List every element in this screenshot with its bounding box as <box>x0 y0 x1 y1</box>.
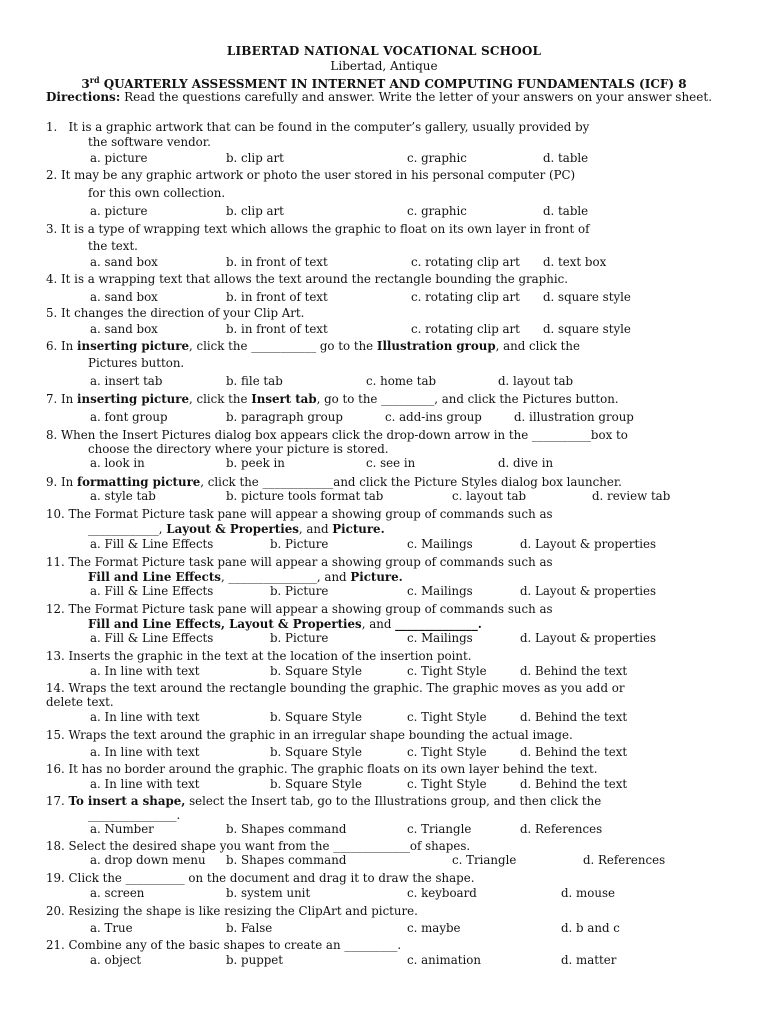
choice-c: c. Tight Style <box>407 664 487 678</box>
question-number: 11. <box>46 555 65 569</box>
question-text: , and click the <box>495 339 580 353</box>
choice-a: a. Fill & Line Effects <box>90 631 214 645</box>
choice-b: b. picture tools format tab <box>226 489 384 503</box>
question-number: 13. <box>46 649 65 663</box>
question-4 <box>46 272 736 288</box>
choice-b: b. system unit <box>226 886 311 900</box>
choice-b: b. file tab <box>226 374 283 388</box>
question-number: 17. <box>46 794 65 808</box>
question-number: 9. <box>46 475 58 489</box>
question-text: Wraps the text around the graphic in an irregular shape bounding the actual image. <box>68 728 573 742</box>
choices-13 <box>0 664 768 679</box>
exam-title-text: QUARTERLY ASSESSMENT IN INTERNET AND COMPUTING FUNDAMENTALS (ICF) 8 <box>99 77 687 91</box>
question-2 <box>46 168 736 184</box>
question-number: 7. <box>46 392 58 406</box>
question-3-cont: the text. <box>88 239 138 253</box>
question-number: 1. <box>46 120 58 134</box>
choices-6 <box>0 374 768 389</box>
question-text: , click the ___________ go to the <box>188 339 377 353</box>
choice-b: b. clip art <box>226 151 284 165</box>
question-number: 4. <box>46 272 58 286</box>
choice-b: b. Square Style <box>270 664 362 678</box>
question-13 <box>46 649 736 665</box>
question-7 <box>46 392 736 408</box>
choice-a: a. drop down menu <box>90 853 206 867</box>
choice-d: d. table <box>543 151 589 165</box>
question-bold: Picture. <box>332 522 385 536</box>
choice-a: a. In line with text <box>90 664 200 678</box>
choice-d: d. mouse <box>561 886 615 900</box>
choice-c: c. graphic <box>407 151 467 165</box>
question-number: 8. <box>46 428 58 442</box>
choice-b: b. False <box>226 921 273 935</box>
choices-2 <box>0 204 768 219</box>
choice-a: a. insert tab <box>90 374 163 388</box>
choice-b: b. Picture <box>270 631 329 645</box>
question-number: 3. <box>46 222 58 236</box>
choice-c: c. rotating clip art <box>411 322 520 336</box>
directions <box>46 89 736 105</box>
choice-c: c. Mailings <box>407 584 473 598</box>
question-text: The Format Picture task pane will appear a showing group of commands such as <box>68 507 553 521</box>
choices-14 <box>0 710 768 725</box>
question-text: The Format Picture task pane will appear a showing group of commands such as <box>68 602 553 616</box>
choices-20 <box>0 921 768 936</box>
choices-17 <box>0 822 768 837</box>
choice-b: b. Square Style <box>270 777 362 791</box>
choice-c: c. Tight Style <box>407 710 487 724</box>
choice-a: a. sand box <box>90 290 158 304</box>
choice-c: c. Tight Style <box>407 745 487 759</box>
choices-16 <box>0 777 768 792</box>
exam-ordinal-suffix: rd <box>89 75 100 85</box>
choice-d: d. matter <box>561 953 617 967</box>
choice-a: a. object <box>90 953 142 967</box>
choice-d: d. Behind the text <box>520 777 628 791</box>
question-text: Combine any of the basic shapes to create an _________. <box>68 938 402 952</box>
choice-d: d. b and c <box>561 921 620 935</box>
question-number: 10. <box>46 507 65 521</box>
question-text: Click the __________ on the document and drag it to draw the shape. <box>68 871 475 885</box>
question-text: It may be any graphic artwork or photo the user stored in his personal computer (PC) <box>61 168 576 182</box>
question-number: 15. <box>46 728 65 742</box>
question-number: 21. <box>46 938 65 952</box>
choices-21 <box>0 953 768 968</box>
question-number: 12. <box>46 602 65 616</box>
question-20 <box>46 904 736 920</box>
choice-d: d. Layout & properties <box>520 537 657 551</box>
choice-c: c. graphic <box>407 204 467 218</box>
question-12 <box>46 602 736 618</box>
question-text: Wraps the text around the rectangle bounding the graphic. The graphic moves as you add or <box>68 681 625 695</box>
question-2-cont: for this own collection. <box>88 186 226 200</box>
choice-c: c. Tight Style <box>407 777 487 791</box>
question-17-cont: _______________. <box>88 808 181 822</box>
choice-c: c. Mailings <box>407 537 473 551</box>
choices-11 <box>0 584 768 599</box>
question-text: Select the desired shape you want from the _____________of shapes. <box>68 839 471 853</box>
question-bold: Illustration group <box>376 339 496 353</box>
question-number: 6. <box>46 339 58 353</box>
choice-c: c. add-ins group <box>385 410 482 424</box>
question-14-cont: delete text. <box>46 695 114 709</box>
choice-d: d. dive in <box>498 456 554 470</box>
choice-b: b. Shapes command <box>226 822 347 836</box>
question-3 <box>46 222 736 238</box>
question-bold: Layout & Properties <box>166 522 299 536</box>
choices-10 <box>0 537 768 552</box>
question-6 <box>46 339 736 355</box>
choice-b: b. in front of text <box>226 290 328 304</box>
choice-d: d. Layout & properties <box>520 584 657 598</box>
question-bold: Fill and Line Effects <box>88 570 221 584</box>
question-bold: Insert tab <box>251 392 317 406</box>
choice-a: a. picture <box>90 151 148 165</box>
choice-c: c. rotating clip art <box>411 290 520 304</box>
question-11 <box>46 555 736 571</box>
question-21 <box>46 938 736 954</box>
question-text: It has no border around the graphic. The graphic floats on its own layer behind the text. <box>68 762 598 776</box>
question-text: In <box>61 392 78 406</box>
choice-d: d. layout tab <box>498 374 574 388</box>
choice-c: c. Mailings <box>407 631 473 645</box>
choice-c: c. Triangle <box>452 853 517 867</box>
choice-a: a. True <box>90 921 133 935</box>
question-text: The Format Picture task pane will appear a showing group of commands such as <box>68 555 553 569</box>
question-5 <box>46 306 736 322</box>
directions-label: Directions: <box>46 90 121 104</box>
choice-b: b. puppet <box>226 953 284 967</box>
question-bold: To insert a shape, <box>68 794 186 808</box>
question-text: In <box>61 339 78 353</box>
choice-b: b. Picture <box>270 584 329 598</box>
question-bold: ______________. <box>395 617 482 631</box>
question-1-cont: the software vendor. <box>88 135 211 149</box>
question-bold: inserting picture <box>77 392 189 406</box>
choices-1 <box>0 151 768 166</box>
question-number: 5. <box>46 306 58 320</box>
choice-c: c. keyboard <box>407 886 477 900</box>
choice-a: a. In line with text <box>90 777 200 791</box>
question-text: select the Insert tab, go to the Illustrations group, and then click the <box>185 794 602 808</box>
choice-c: c. maybe <box>407 921 461 935</box>
question-bold: inserting picture <box>77 339 189 353</box>
question-number: 18. <box>46 839 65 853</box>
question-text: Inserts the graphic in the text at the location of the insertion point. <box>68 649 472 663</box>
choice-a: a. font group <box>90 410 168 424</box>
choice-b: b. clip art <box>226 204 284 218</box>
question-bold: Picture. <box>350 570 403 584</box>
question-number: 2. <box>46 168 58 182</box>
question-6-cont: Pictures button. <box>88 356 185 370</box>
question-text: In <box>61 475 78 489</box>
choice-b: b. in front of text <box>226 255 328 269</box>
choice-a: a. sand box <box>90 255 158 269</box>
choice-c: c. layout tab <box>452 489 527 503</box>
choice-b: b. Square Style <box>270 710 362 724</box>
choice-a: a. In line with text <box>90 745 200 759</box>
choice-a: a. Fill & Line Effects <box>90 584 214 598</box>
question-text: , click the ____________and click the Picture Styles dialog box launcher. <box>200 475 622 489</box>
choice-a: a. screen <box>90 886 145 900</box>
choice-d: d. Layout & properties <box>520 631 657 645</box>
choices-15 <box>0 745 768 760</box>
question-text: It is a type of wrapping text which allows the graphic to float on its own layer in front of <box>61 222 590 236</box>
choice-a: a. look in <box>90 456 145 470</box>
choices-8 <box>0 456 768 471</box>
question-text: , and <box>298 522 333 536</box>
choices-18 <box>0 853 768 868</box>
choice-c: c. see in <box>366 456 416 470</box>
question-bold: formatting picture <box>77 475 201 489</box>
question-15 <box>46 728 736 744</box>
choice-d: d. References <box>583 853 666 867</box>
question-text: , _______________, and <box>220 570 351 584</box>
question-text: , click the <box>188 392 252 406</box>
question-text: It is a graphic artwork that can be found in the computer’s gallery, usually provided by <box>68 120 590 134</box>
question-8-cont: choose the directory where your picture is stored. <box>88 442 389 456</box>
choice-d: d. table <box>543 204 589 218</box>
choices-12 <box>0 631 768 646</box>
choice-d: d. References <box>520 822 603 836</box>
choice-a: a. sand box <box>90 322 158 336</box>
question-10 <box>46 507 736 523</box>
choice-b: b. Picture <box>270 537 329 551</box>
choice-b: b. Square Style <box>270 745 362 759</box>
choice-b: b. paragraph group <box>226 410 343 424</box>
choices-3 <box>0 255 768 270</box>
choice-c: c. home tab <box>366 374 437 388</box>
choices-4 <box>0 290 768 305</box>
choice-c: c. animation <box>407 953 481 967</box>
choice-d: d. square style <box>543 322 631 336</box>
choice-d: d. Behind the text <box>520 664 628 678</box>
blank: ____________, <box>88 522 167 536</box>
choice-d: d. review tab <box>592 489 671 503</box>
choice-c: c. Triangle <box>407 822 472 836</box>
question-bold: Fill and Line Effects, Layout & Properties <box>88 617 362 631</box>
choice-b: b. peek in <box>226 456 285 470</box>
choice-c: c. rotating clip art <box>411 255 520 269</box>
question-10-cont <box>88 522 738 538</box>
choice-d: d. square style <box>543 290 631 304</box>
choices-9 <box>0 489 768 504</box>
school-location: Libertad, Antique <box>330 59 438 73</box>
choices-19 <box>0 886 768 901</box>
school-name: LIBERTAD NATIONAL VOCATIONAL SCHOOL <box>226 44 542 58</box>
choices-5 <box>0 322 768 337</box>
question-number: 16. <box>46 762 65 776</box>
choice-a: a. picture <box>90 204 148 218</box>
choice-d: d. illustration group <box>514 410 634 424</box>
question-number: 20. <box>46 904 65 918</box>
question-text: , and <box>361 617 396 631</box>
choice-d: d. text box <box>543 255 607 269</box>
choice-d: d. Behind the text <box>520 710 628 724</box>
question-1 <box>46 120 736 136</box>
choice-a: a. In line with text <box>90 710 200 724</box>
question-number: 19. <box>46 871 65 885</box>
directions-text: Read the questions carefully and answer. Write the letter of your answers on your answer sheet. <box>120 90 713 104</box>
question-text: , go to the _________, and click the Pictures button. <box>316 392 619 406</box>
choice-b: b. Shapes command <box>226 853 347 867</box>
question-number: 14. <box>46 681 65 695</box>
choice-a: a. style tab <box>90 489 156 503</box>
question-text: When the Insert Pictures dialog box appears click the drop-down arrow in the __________box to <box>61 428 628 442</box>
question-19 <box>46 871 736 887</box>
question-text: It is a wrapping text that allows the text around the rectangle bounding the graphic. <box>61 272 568 286</box>
choice-a: a. Number <box>90 822 154 836</box>
choice-a: a. Fill & Line Effects <box>90 537 214 551</box>
question-text: Resizing the shape is like resizing the ClipArt and picture. <box>68 904 418 918</box>
choice-b: b. in front of text <box>226 322 328 336</box>
question-text: It changes the direction of your Clip Art. <box>61 306 305 320</box>
choice-d: d. Behind the text <box>520 745 628 759</box>
question-16 <box>46 762 736 778</box>
exam-ordinal: 3 <box>81 77 90 91</box>
choices-7 <box>0 410 768 425</box>
